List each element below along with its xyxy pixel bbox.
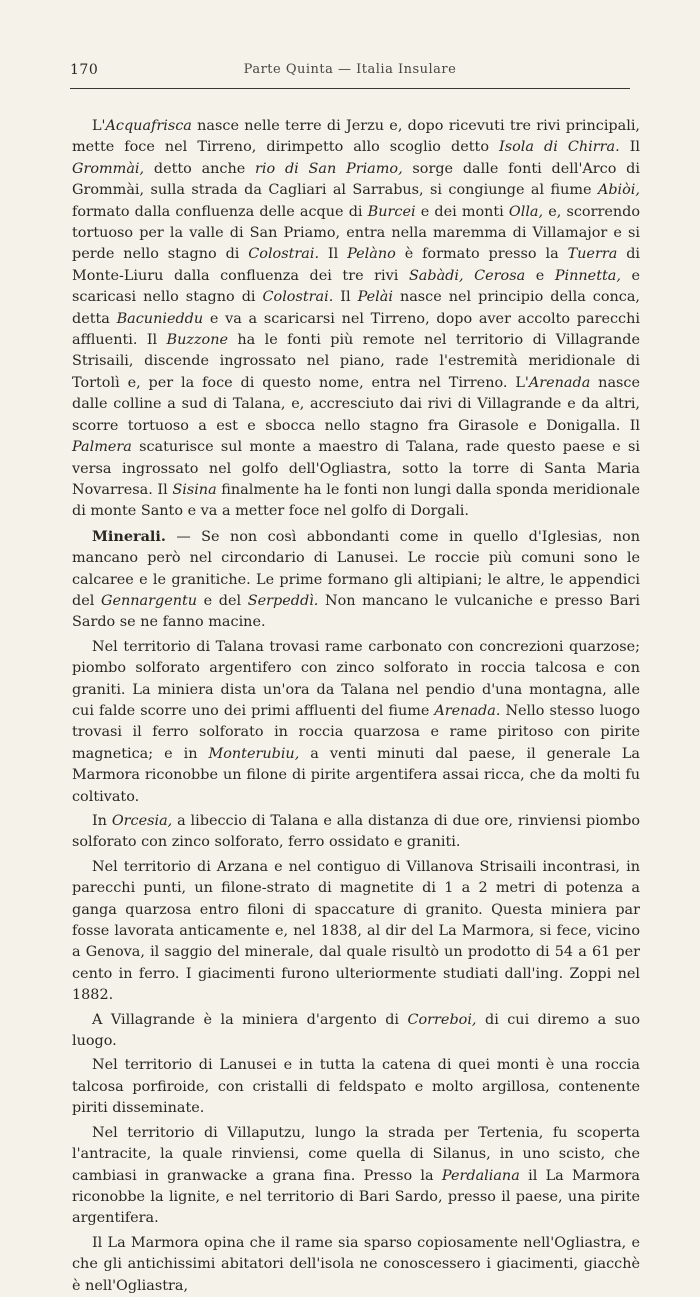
- text-run: A Villagrande è la miniera d'argento di: [92, 1011, 408, 1028]
- italic-term: Bacunieddu: [116, 310, 204, 327]
- italic-term: Colostrai.: [262, 289, 334, 306]
- text-run: Il La Marmora opina che il rame sia sparso copiosamente nell'Ogliastra, e che gli antichissimi abitatori dell'isola ne conoscessero i giacimenti, giacchè è nell'Ogliastra,: [72, 1234, 640, 1294]
- italic-term: Pelài: [357, 289, 393, 306]
- body-text: [72, 116, 640, 1297]
- italic-term: Olla,: [508, 203, 544, 220]
- italic-term: Burcei: [367, 203, 416, 220]
- italic-term: Correboi,: [407, 1011, 477, 1028]
- italic-term: Monterubiu,: [208, 745, 300, 762]
- paragraph-la-marmora: [72, 1233, 640, 1297]
- text-run: Nello stesso luogo trovasi il ferro solforato in roccia quarzosa e rame piritoso con pirite magnetica; e in: [72, 702, 640, 762]
- paragraph-arzana: [72, 857, 640, 1007]
- text-run: e del: [197, 592, 248, 609]
- italic-term: Abiòi,: [597, 182, 640, 199]
- text-run: Nel territorio di Villaputzu, lungo la strada per Tertenia, fu scoperta l'antracite, la quale rinviensi, come quella di Silanus, in uno scisto, che cambiasi in granwacke a grana fina. Presso la: [72, 1124, 640, 1184]
- italic-term: Isola di Chirra.: [499, 139, 620, 156]
- text-run: e scaricasi nello stagno di: [72, 267, 641, 306]
- italic-term: Pinnetta,: [554, 267, 621, 284]
- page-header: [70, 62, 630, 86]
- italic-term: Sisina: [172, 481, 217, 498]
- running-title: Parte Quinta — Italia Insulare: [243, 62, 457, 77]
- paragraph-villagrande: [72, 1010, 640, 1053]
- italic-term: Sabàdi, Cerosa: [408, 267, 526, 284]
- text-run: ha le fonti più remote nel territorio di Villagrande Strisaili, discende ingrossato nel piano, rade l'estremità meridionale di Tortolì e, per la foce di questo nome, entra nel Tirreno. L': [72, 332, 641, 391]
- italic-term: rio di San Priamo,: [255, 160, 403, 177]
- page-number: 170: [70, 62, 99, 78]
- italic-term: Perdaliana: [441, 1167, 520, 1184]
- paragraph-orcesia: [72, 811, 640, 854]
- text-run: di Monte-Liuru dalla confluenza dei tre rivi: [72, 246, 641, 284]
- paragraph-talana: [72, 637, 640, 808]
- italic-term: Grommài,: [72, 160, 145, 177]
- text-run: sorge dalle fonti dell'Arco di Grommài, sulla strada da Cagliari al Sarrabus, si congiunge al fiume: [72, 160, 640, 199]
- text-run: Non mancano le vulcaniche e presso Bari Sardo se ne fanno macine.: [72, 592, 641, 631]
- text-run: e dei monti: [415, 203, 509, 220]
- italic-term: Buzzone: [166, 332, 228, 349]
- text-run: detto anche: [144, 160, 256, 177]
- text-run: nasce dalle colline a sud di Talana, e, accresciuto dai rivi di Villagrande e da altri, scorre tortuoso a est e sbocca nello stagno fra Girasole e Donigalla. Il: [72, 374, 640, 434]
- italic-term: Tuerra: [567, 246, 618, 263]
- text-run: formato dalla confluenza delle acque di: [72, 203, 368, 220]
- text-run: Il: [619, 139, 640, 156]
- text-run: il La Marmora riconobbe la lignite, e nel territorio di Bari Sardo, presso il paese, una pirite argentifera.: [72, 1167, 640, 1227]
- text-run: e va a scaricarsi nel Tirreno, dopo aver accolto parecchi affluenti. Il: [72, 310, 640, 349]
- text-run: scaturisce sul monte a maestro di Talana, rade questo paese e si versa ingrossato nel golfo dell'Ogliastra, sotto la torre di Santa Maria Novarresa. Il: [72, 439, 640, 498]
- italic-term: Pelàno: [347, 246, 396, 263]
- paragraph-lanusei: [72, 1055, 640, 1119]
- text-run: L': [92, 118, 106, 134]
- text-run: Il: [319, 246, 348, 263]
- text-run: nasce nelle terre di Jerzu e, dopo ricevuti tre rivi principali, mette foce nel Tirreno, dirimpetto allo scoglio detto: [72, 118, 640, 156]
- italic-term: Arenada: [528, 374, 591, 391]
- text-run: nasce nel principio della conca, detta: [72, 289, 640, 327]
- text-run: finalmente ha le fonti non lungi dalla sponda meridionale di monte Santo e va a metter foce nel golfo di Dorgali.: [72, 481, 640, 520]
- italic-term: Serpeddì.: [247, 592, 319, 609]
- text-run: Nel territorio di Arzana e nel contiguo di Villanova Strisaili incontrasi, in parecchi punti, un filone-strato di magnetite di 1 a 2 metri di potenza a ganga quarzosa entro filoni di spaccature di granito. Questa miniera par fosse lavorata anticamente e, nel 1838, al dir del La Marmora, si fece, vicino a Genova, il saggio del minerale, dal quale risultò un prodotto di 54 a 61 per cento in ferro. I giacimenti furono ulteriormente studiati dall'ing. Zoppi nel 1882.: [72, 858, 640, 1004]
- italic-term: Orcesia,: [111, 813, 173, 829]
- text-run: e: [525, 267, 555, 284]
- paragraph-rivers: [72, 116, 640, 523]
- paragraph-minerals: [72, 526, 640, 634]
- italic-term: Colostrai.: [248, 246, 320, 263]
- paragraph-villaputzu: [72, 1123, 640, 1230]
- text-run: a libeccio di Talana e alla distanza di due ore, rinviensi piombo solforato con zinco solforato, ferro ossidato e graniti.: [72, 813, 640, 851]
- italic-term: Arenada.: [434, 702, 501, 719]
- text-run: e, scorrendo tortuoso per la valle di San Priamo, entra nella maremma di Villamajor e si perde nello stagno di: [72, 203, 640, 263]
- header-rule: [70, 88, 630, 89]
- italic-term: Palmera: [72, 439, 132, 456]
- text-run: Il: [333, 289, 358, 306]
- text-run: In: [92, 813, 112, 829]
- section-heading: Minerali.: [92, 527, 166, 545]
- text-run: Nel territorio di Lanusei e in tutta la catena di quei monti è una roccia talcosa porfiroide, con cristalli di feldspato e molto argillosa, contenente piriti disseminate.: [72, 1057, 640, 1117]
- text-run: — Se non così abbondanti come in quello d'Iglesias, non mancano però nel circondario di Lanusei. Le roccie più comuni sono le calcaree e le granitiche. Le prime formano gli altipiani; le altre, le appendici del: [72, 528, 640, 609]
- text-run: di cui diremo a suo luogo.: [72, 1011, 640, 1050]
- italic-term: Gennargentu: [100, 592, 198, 609]
- text-run: Nel territorio di Talana trovasi rame carbonato con concrezioni quarzose; piombo solforato argentifero con zinco solforato in roccia talcosa e con graniti. La miniera dista un'ora da Talana nel pendio d'una montagna, alle cui falde scorre uno dei primi affluenti del fiume: [72, 638, 640, 719]
- text-run: è formato presso la: [395, 246, 568, 263]
- text-run: a venti minuti dal paese, il generale La Marmora riconobbe un filone di pirite argentifera assai ricca, che da molti fu coltivato.: [72, 745, 640, 805]
- italic-term: Acquafrisca: [105, 118, 192, 134]
